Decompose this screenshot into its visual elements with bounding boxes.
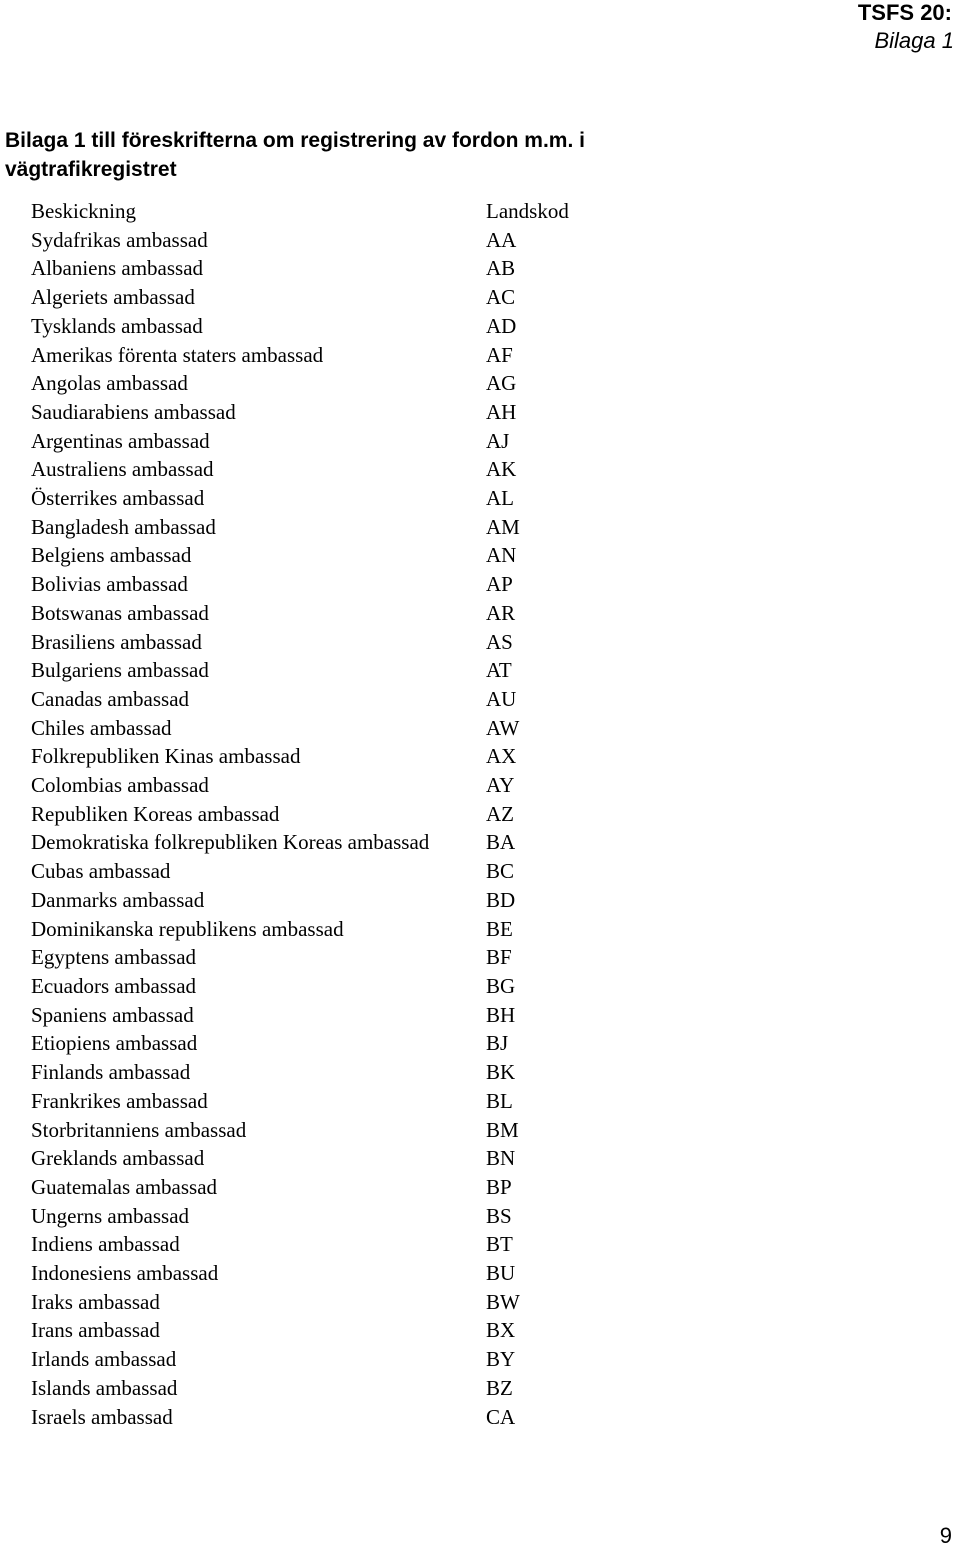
mission-name: Ecuadors ambassad — [31, 973, 197, 998]
table-row — [31, 1403, 651, 1432]
table-row — [31, 943, 651, 972]
country-code: BM — [486, 1117, 519, 1142]
mission-name: Argentinas ambassad — [31, 428, 210, 453]
country-code: AW — [486, 715, 520, 740]
table-row — [31, 1345, 651, 1374]
country-code: BU — [486, 1261, 516, 1286]
country-code: BZ — [486, 1375, 513, 1400]
table-row — [31, 1230, 651, 1259]
country-code: BC — [486, 859, 515, 884]
mission-name: Islands ambassad — [31, 1375, 178, 1400]
mission-name: Iraks ambassad — [31, 1289, 160, 1314]
table-row — [31, 915, 651, 944]
mission-name: Israels ambassad — [31, 1404, 173, 1429]
mission-name: Sydafrikas ambassad — [31, 227, 208, 252]
mission-name: Angolas ambassad — [31, 371, 188, 396]
table-row — [31, 1374, 651, 1403]
mission-name: Indiens ambassad — [31, 1232, 180, 1257]
country-code: BH — [486, 1002, 516, 1027]
column-header-country-code: Landskod — [486, 199, 569, 223]
country-code: BL — [486, 1088, 513, 1113]
table-row — [31, 972, 651, 1001]
mission-name: Irans ambassad — [31, 1318, 160, 1343]
country-code: AR — [486, 600, 516, 625]
mission-name: Storbritanniens ambassad — [31, 1117, 247, 1142]
table-row — [31, 599, 651, 628]
mission-name: Spaniens ambassad — [31, 1002, 194, 1027]
table-row — [31, 828, 651, 857]
mission-name: Canadas ambassad — [31, 686, 190, 711]
mission-name: Bolivias ambassad — [31, 572, 188, 597]
table-row — [31, 398, 651, 427]
mission-name: Bangladesh ambassad — [31, 514, 216, 539]
country-code-table — [31, 197, 651, 1431]
country-code: AZ — [486, 801, 514, 826]
mission-name: Albaniens ambassad — [31, 256, 204, 281]
table-row — [31, 369, 651, 398]
mission-name: Cubas ambassad — [31, 859, 171, 884]
table-row — [31, 341, 651, 370]
table-row — [31, 1259, 651, 1288]
table-body — [31, 226, 651, 1432]
country-code: AD — [486, 313, 517, 338]
table-row — [31, 771, 651, 800]
table-row — [31, 886, 651, 915]
mission-name: Danmarks ambassad — [31, 887, 205, 912]
mission-name: Österrikes ambassad — [31, 486, 205, 511]
table-row — [31, 857, 651, 886]
country-code: AF — [486, 342, 513, 367]
table-row — [31, 1202, 651, 1231]
country-code: BT — [486, 1232, 513, 1257]
table-row — [31, 1001, 651, 1030]
table-row — [31, 1116, 651, 1145]
country-code: AK — [486, 457, 517, 482]
country-code: AY — [486, 773, 515, 798]
country-code: AC — [486, 285, 516, 310]
table-row — [31, 283, 651, 312]
page-number: 9 — [939, 1523, 952, 1548]
table-row — [31, 513, 651, 542]
mission-name: Ungerns ambassad — [31, 1203, 190, 1228]
mission-name: Folkrepubliken Kinas ambassad — [31, 744, 301, 769]
table-row — [31, 541, 651, 570]
country-code: AM — [486, 514, 520, 539]
mission-name: Egyptens ambassad — [31, 945, 197, 970]
mission-name: Colombias ambassad — [31, 773, 209, 798]
table-row — [31, 484, 651, 513]
country-code: BE — [486, 916, 513, 941]
country-code: AU — [486, 686, 517, 711]
mission-name: Bulgariens ambassad — [31, 658, 209, 683]
country-code: BD — [486, 887, 516, 912]
table-row — [31, 714, 651, 743]
mission-name: Australiens ambassad — [31, 457, 214, 482]
appendix-label: Bilaga 1 — [874, 28, 954, 53]
page-title: Bilaga 1 till föreskrifterna om registrering av fordon m.m. i vägtrafikregistret — [5, 129, 585, 181]
mission-name: Etiopiens ambassad — [31, 1031, 198, 1056]
table-row — [31, 455, 651, 484]
mission-name: Republiken Koreas ambassad — [31, 801, 280, 826]
table-row — [31, 312, 651, 341]
document-id: TSFS 20: — [857, 0, 952, 25]
mission-name: Chiles ambassad — [31, 715, 172, 740]
country-code: AL — [486, 486, 514, 511]
table-row — [31, 1087, 651, 1116]
country-code: BX — [486, 1318, 516, 1343]
mission-name: Demokratiska folkrepubliken Koreas ambassad — [31, 830, 430, 855]
table-row — [31, 427, 651, 456]
table-row — [31, 1058, 651, 1087]
mission-name: Algeriets ambassad — [31, 285, 195, 310]
table-row — [31, 685, 651, 714]
mission-name: Brasiliens ambassad — [31, 629, 202, 654]
country-code: BW — [486, 1289, 520, 1314]
country-code: AT — [486, 658, 512, 683]
table-row — [31, 656, 651, 685]
country-code: BP — [486, 1174, 512, 1199]
table-row — [31, 800, 651, 829]
column-header-mission: Beskickning — [31, 199, 136, 223]
table-row — [31, 1144, 651, 1173]
country-code: BN — [486, 1146, 516, 1171]
mission-name: Indonesiens ambassad — [31, 1261, 219, 1286]
country-code: AA — [486, 227, 517, 252]
country-code: BA — [486, 830, 516, 855]
table-row — [31, 254, 651, 283]
mission-name: Tysklands ambassad — [31, 313, 203, 338]
table-row — [31, 1173, 651, 1202]
country-code: AG — [486, 371, 517, 396]
table-row — [31, 570, 651, 599]
country-code: AJ — [486, 428, 510, 453]
country-code: BG — [486, 973, 516, 998]
country-code: BK — [486, 1060, 516, 1085]
mission-name: Dominikanska republikens ambassad — [31, 916, 344, 941]
table-row — [31, 1029, 651, 1058]
table-row — [31, 1316, 651, 1345]
country-code: BF — [486, 945, 512, 970]
country-code: AS — [486, 629, 513, 654]
mission-name: Botswanas ambassad — [31, 600, 209, 625]
country-code: BS — [486, 1203, 512, 1228]
mission-name: Belgiens ambassad — [31, 543, 192, 568]
mission-name: Frankrikes ambassad — [31, 1088, 208, 1113]
country-code: AH — [486, 399, 517, 424]
table-row — [31, 1288, 651, 1317]
country-code: BY — [486, 1347, 516, 1372]
country-code: CA — [486, 1404, 516, 1429]
mission-name: Saudiarabiens ambassad — [31, 399, 236, 424]
table-row — [31, 742, 651, 771]
mission-name: Amerikas förenta staters ambassad — [31, 342, 324, 367]
mission-name: Finlands ambassad — [31, 1060, 191, 1085]
table-row — [31, 226, 651, 255]
table-row — [31, 628, 651, 657]
mission-name: Guatemalas ambassad — [31, 1174, 218, 1199]
country-code: AB — [486, 256, 516, 281]
country-code: AN — [486, 543, 517, 568]
country-code: AP — [486, 572, 513, 597]
country-code: AX — [486, 744, 517, 769]
mission-name: Greklands ambassad — [31, 1146, 205, 1171]
mission-name: Irlands ambassad — [31, 1347, 177, 1372]
country-code: BJ — [486, 1031, 509, 1056]
table-header-row — [31, 197, 651, 226]
